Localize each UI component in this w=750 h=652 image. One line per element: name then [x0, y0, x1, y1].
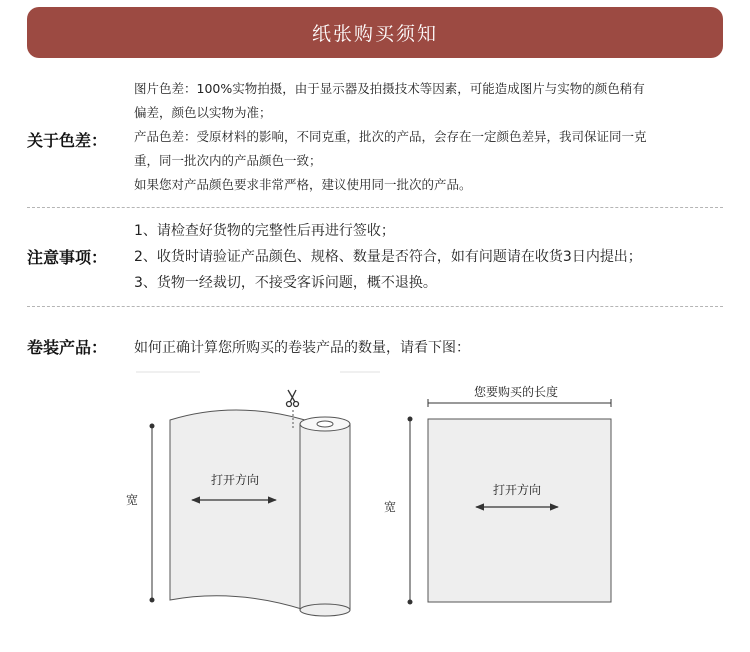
notice-item: 1、请检查好货物的完整性后再进行签收；	[134, 223, 395, 239]
notice-item: 2、收货时请验证产品颜色、规格、数量是否符合，如有问题请在收货3日内提出；	[134, 249, 642, 265]
left-direction-label: 打开方向	[211, 473, 260, 487]
scissors-icon	[287, 390, 299, 407]
notice-title: 注意事项：	[27, 248, 108, 267]
right-width-label: 宽	[384, 500, 397, 514]
notice-item: 3、货物一经裁切，不接受客诉问题，概不退换。	[134, 275, 437, 291]
color-diff-line: 偏差，颜色以实物为准；	[134, 105, 272, 120]
flat-sheet	[428, 419, 611, 602]
paper-roll-core	[317, 421, 333, 427]
length-label: 您要购买的长度	[474, 385, 559, 399]
color-diff-line: 产品色差：受原材料的影响，不同克重，批次的产品，会存在一定颜色差异，我司保证同一克	[134, 129, 647, 144]
color-diff-line: 重，同一批次内的产品颜色一致；	[134, 153, 322, 168]
dimension-dot	[150, 598, 155, 603]
unrolled-sheet	[170, 410, 305, 610]
right-direction-label: 打开方向	[493, 483, 542, 497]
header-title: 纸张购买须知	[311, 23, 438, 45]
color-diff-line: 图片色差：100%实物拍摄，由于显示器及拍摄技术等因素，可能造成图片与实物的颜色稍有	[134, 81, 645, 96]
color-diff-title: 关于色差：	[27, 131, 108, 150]
roll-description: 如何正确计算您所购买的卷装产品的数量，请看下图：	[134, 340, 470, 356]
left-width-label: 宽	[126, 493, 139, 507]
paper-roll-bottom	[300, 604, 350, 616]
dimension-dot	[150, 424, 155, 429]
dimension-dot	[408, 417, 413, 422]
color-diff-line: 如果您对产品颜色要求非常严格，建议使用同一批次的产品。	[134, 177, 472, 192]
paper-roll-body	[300, 424, 350, 610]
roll-title: 卷装产品：	[27, 338, 108, 357]
dimension-dot	[408, 600, 413, 605]
